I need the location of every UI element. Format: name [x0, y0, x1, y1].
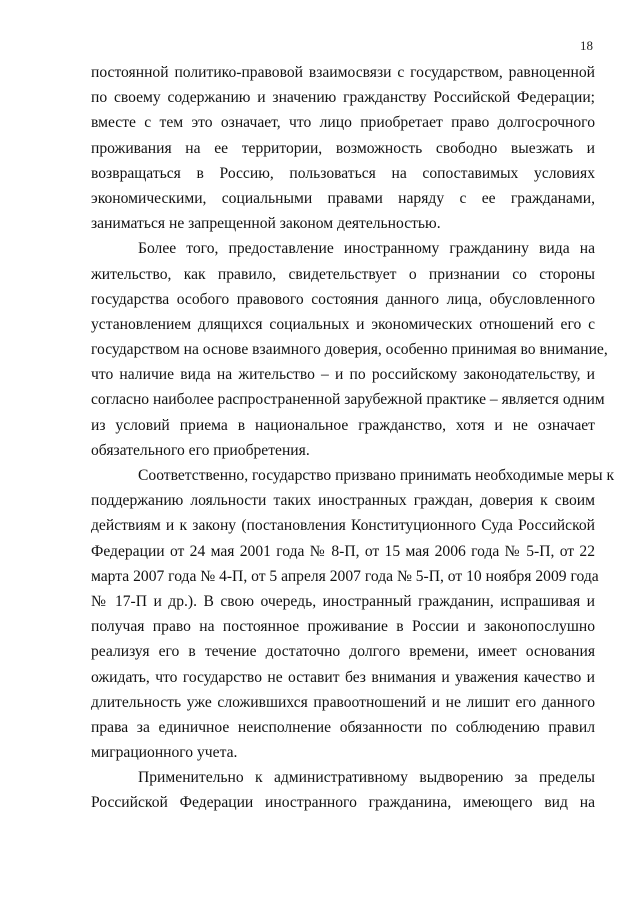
text-line: жительство, как правило, свидетельствует о признании со стороны: [91, 265, 595, 283]
text-line: государства особого правового состояния данного лица, обусловленного: [91, 290, 595, 308]
text-line: согласно наиболее распространенной зарубежной практике – является одним: [91, 391, 605, 409]
text-line: Соответственно, государство призвано принимать необходимые меры к: [138, 467, 615, 484]
text-line: из условий приема в национальное гражданство, хотя и не означает: [91, 416, 595, 434]
text-line: получая право на постоянное проживание в России и законопослушно: [91, 618, 595, 636]
text-line: что наличие вида на жительство – и по российскому законодательству, и: [91, 366, 595, 384]
text-line: действиям и к закону (постановления Конституционного Суда Российской: [91, 517, 595, 535]
text-line: заниматься не запрещенной законом деятельностью.: [91, 215, 441, 233]
text-line: Федерации от 24 мая 2001 года № 8-П, от 15 мая 2006 года № 5-П, от 22: [91, 542, 595, 560]
text-line: Российской Федерации иностранного гражданина, имеющего вид на: [91, 794, 595, 812]
page-number: 18: [580, 38, 593, 53]
text-line: № 17-П и др.). В свою очередь, иностранный гражданин, испрашивая и: [91, 592, 595, 610]
text-line: марта 2007 года № 4-П, от 5 апреля 2007 года № 5-П, от 10 ноября 2009 года: [91, 567, 599, 585]
text-line: права за единичное неисполнение обязанности по соблюдению правил: [91, 718, 595, 736]
text-line: проживания на ее территории, возможность свободно выезжать и: [91, 139, 595, 157]
text-line: установлением длящихся социальных и экономических отношений его с: [91, 315, 595, 333]
text-line: экономическими, социальными правами наряду с ее гражданами,: [91, 189, 595, 207]
text-line: вместе с тем это означает, что лицо приобретает право долгосрочного: [91, 114, 595, 132]
text-line: длительность уже сложившихся правоотношений и не лишит его данного: [91, 693, 595, 711]
text-line: по своему содержанию и значению гражданству Российской Федерации;: [91, 89, 595, 107]
text-line: возвращаться в Россию, пользоваться на сопоставимых условиях: [91, 164, 595, 182]
text-line: реализуя его в течение достаточно долгого времени, имеет основания: [91, 643, 595, 661]
text-line: постоянной политико-правовой взаимосвязи с государством, равноценной: [91, 64, 595, 81]
text-line: Более того, предоставление иностранному гражданину вида на: [138, 240, 595, 258]
text-line: миграционного учета.: [91, 744, 238, 762]
text-line: ожидать, что государство не оставит без внимания и уважения качество и: [91, 668, 595, 686]
document-body: [91, 60, 615, 816]
text-line: поддержанию лояльности таких иностранных граждан, доверия к своим: [91, 492, 595, 510]
text-line: Применительно к административному выдворению за пределы: [138, 769, 595, 787]
text-line: обязательного его приобретения.: [91, 441, 310, 459]
text-line: государством на основе взаимного доверия, особенно принимая во внимание,: [91, 341, 608, 359]
